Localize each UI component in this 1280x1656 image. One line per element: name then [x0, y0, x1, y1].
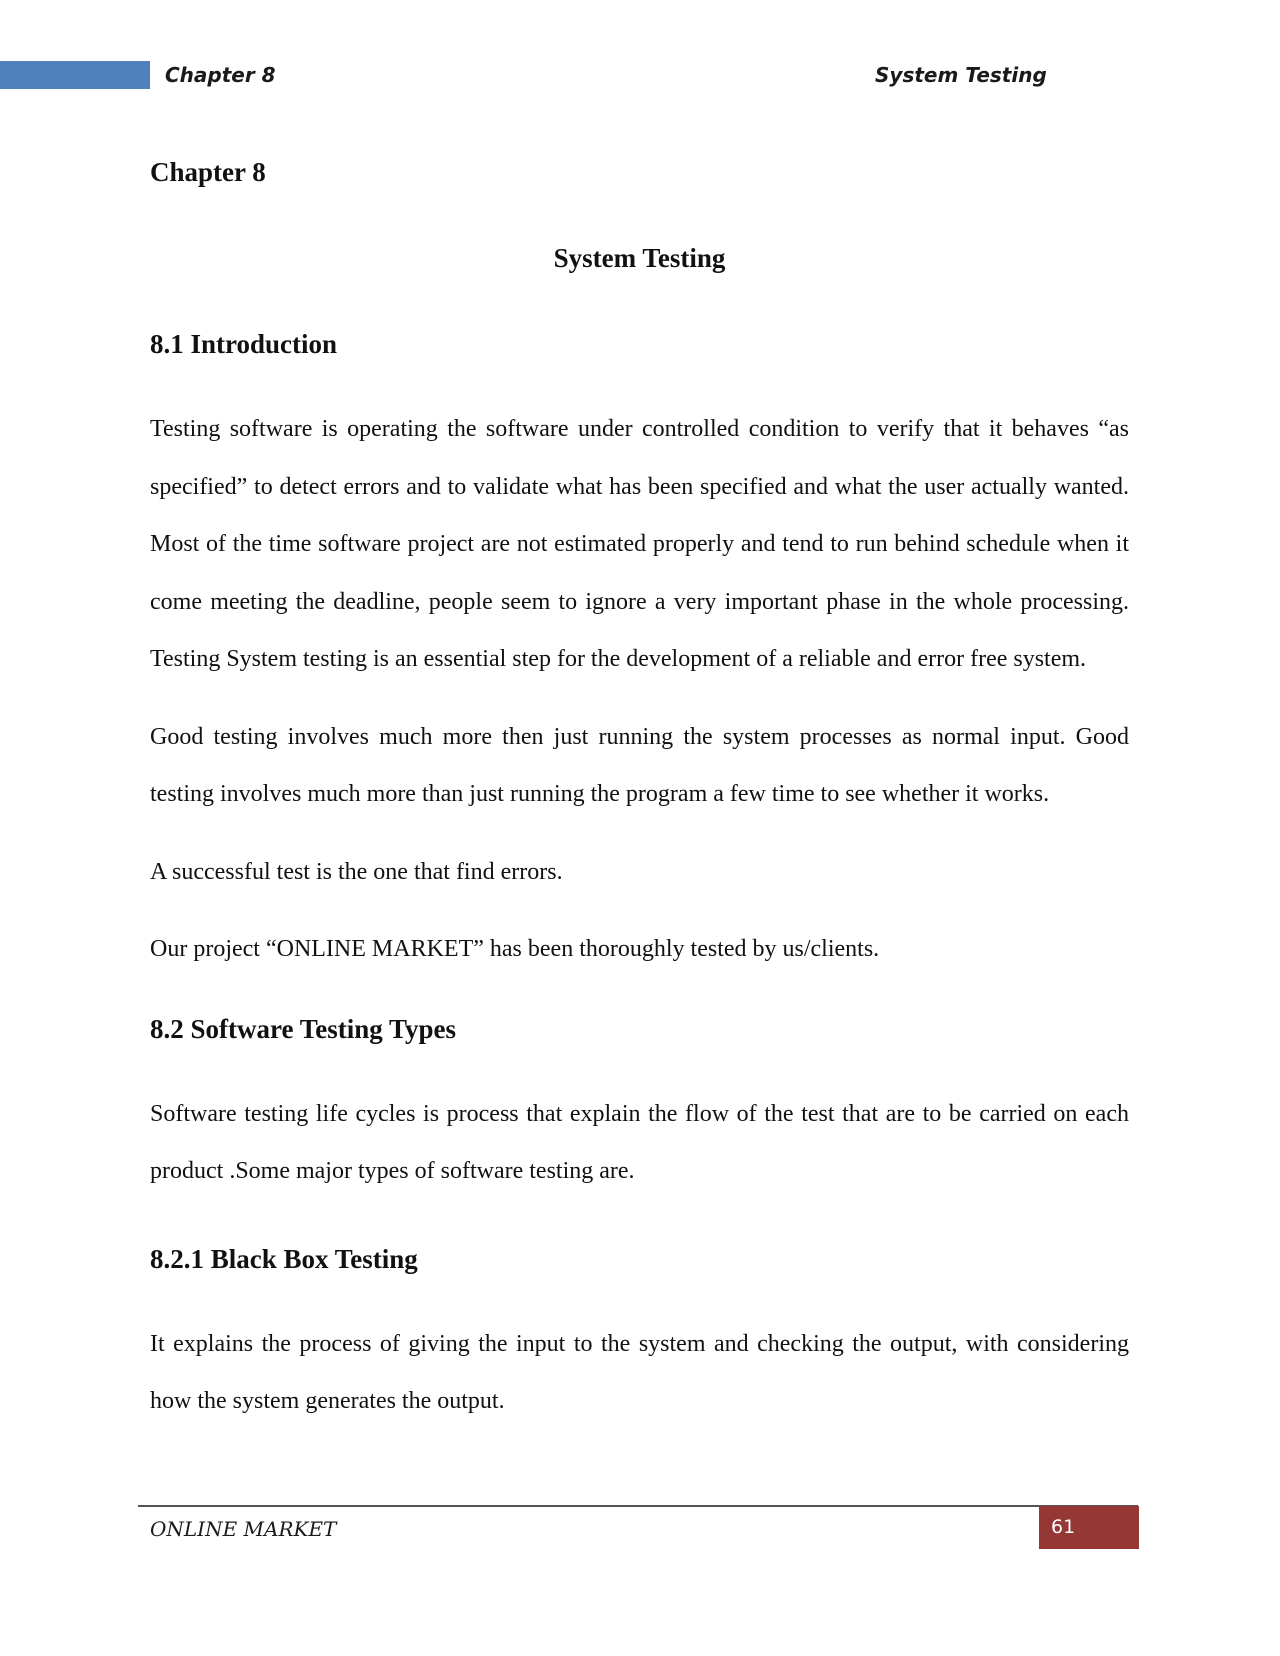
chapter-heading: Chapter 8 — [150, 157, 266, 187]
paragraph-intro-2: Good testing involves much more then just running the system processes as normal input. Good testing involves much more than just running the program a few time to see whether it works. — [150, 723, 1129, 807]
paragraph-testing-types: Software testing life cycles is process that explain the flow of the test that are to be carried on each product .Some major types of software testing are. — [150, 1100, 1129, 1184]
paragraph-black-box: It explains the process of giving the input to the system and checking the output, with considering how the system generates the output. — [150, 1330, 1129, 1414]
page-content — [150, 140, 1129, 1431]
running-header-title: System Testing — [875, 63, 1047, 87]
running-header-chapter: Chapter 8 — [165, 63, 276, 87]
section-heading-introduction: 8.1 Introduction — [150, 329, 338, 359]
section-heading-black-box: 8.2.1 Black Box Testing — [150, 1243, 418, 1274]
section-heading-testing-types: 8.2 Software Testing Types — [150, 1013, 457, 1044]
paragraph-intro-1: Testing software is operating the software under controlled condition to verify that it behaves “as specified” to detect errors and to validate what has been specified and what the user actually wanted. Most of the time software project are not estimated properly and tend to run behind schedule when it come meeting the deadline, people seem to ignore a very important phase in the whole processing. Testing System testing is an essential step for the development of a reliable and error free system. — [150, 416, 1129, 672]
page-number: 61 — [1039, 1506, 1139, 1549]
paragraph-intro-4: Our project “ONLINE MARKET” has been thoroughly tested by us/clients. — [150, 936, 880, 962]
header-accent-bar — [0, 61, 150, 89]
paragraph-intro-3: A successful test is the one that find errors. — [150, 858, 563, 885]
footer-project-name: ONLINE MARKET — [150, 1517, 337, 1541]
footer-divider — [138, 1505, 1138, 1507]
chapter-title: System Testing — [553, 243, 726, 273]
